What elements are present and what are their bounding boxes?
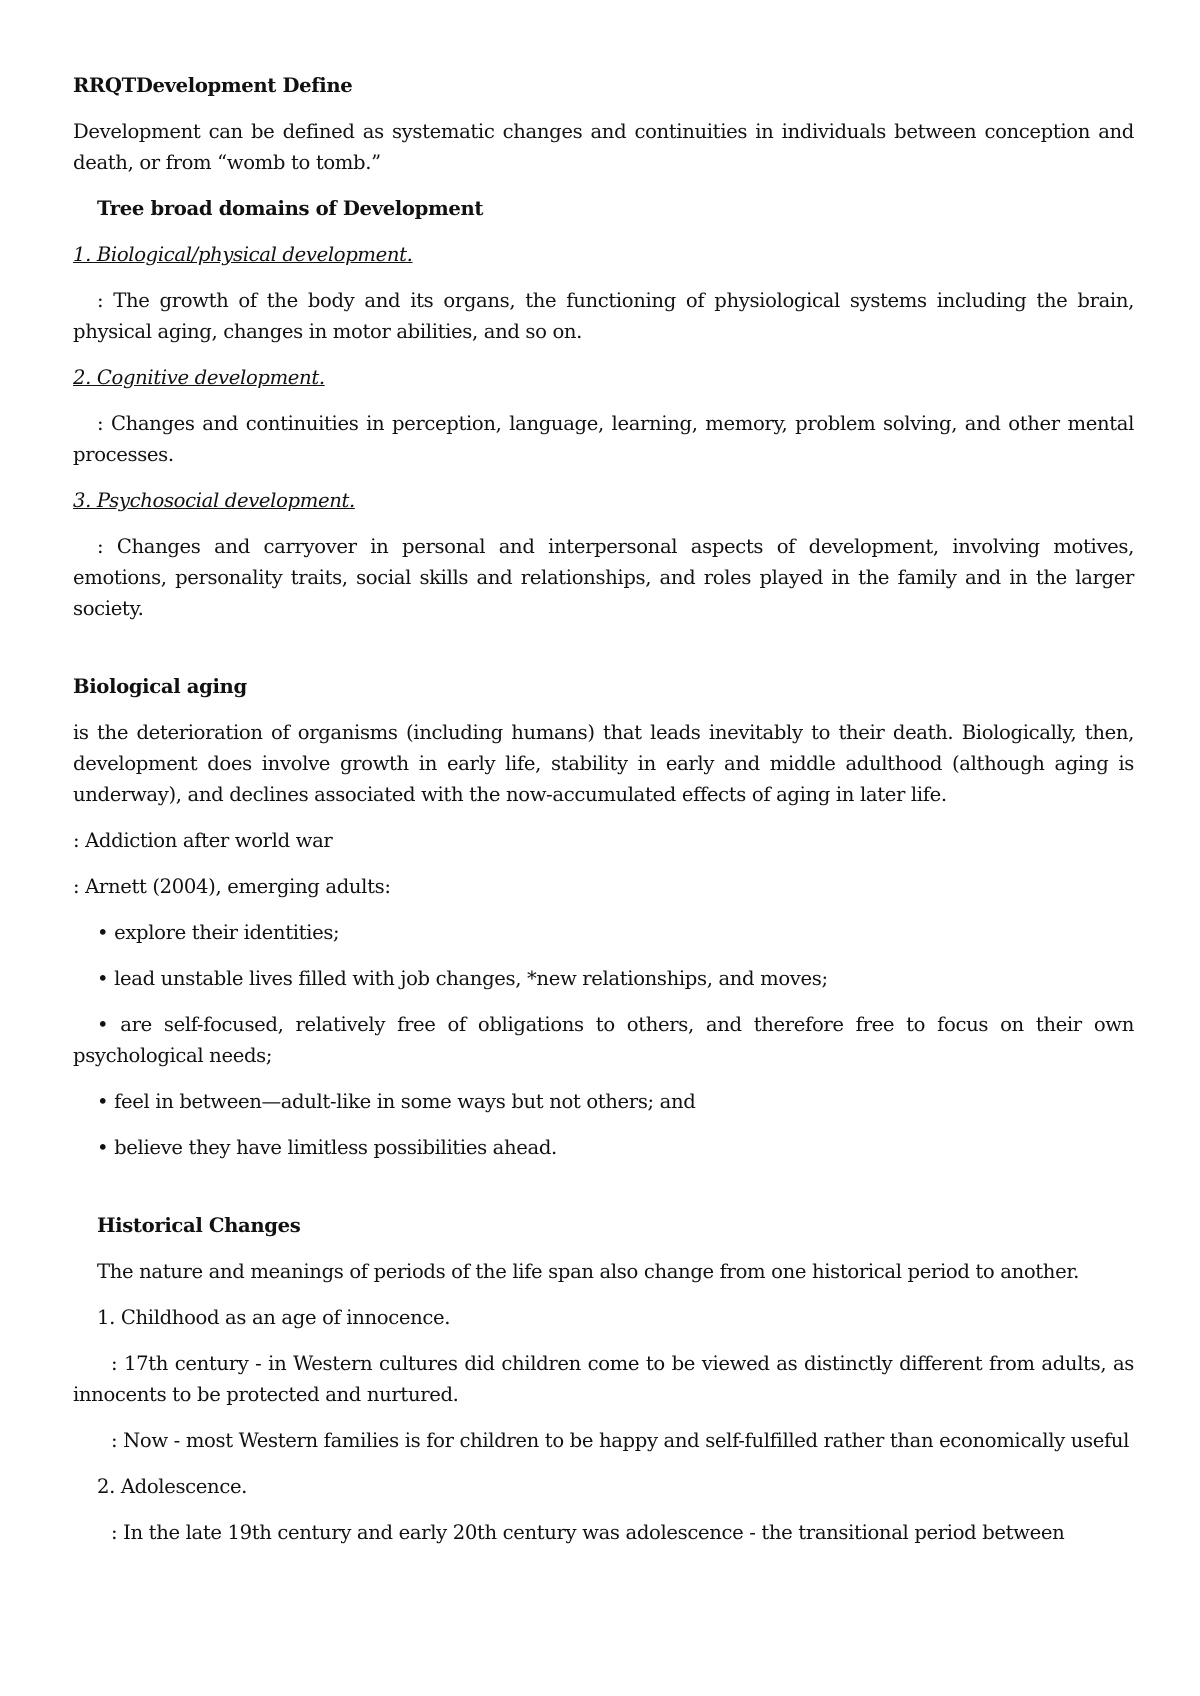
domain-text-cognitive: : Changes and continuities in perception, language, learning, memory, problem solving, and other mental processes. <box>73 412 1134 466</box>
bullet-item: • explore their identities; <box>97 921 340 944</box>
aging-text: is the deterioration of organisms (including humans) that leads inevitably to their death. Biologically, then, development does involve growth in early life, stability in early and middle adulthood (although aging is underway), and declines associated with the now-accumulated effects of aging in later life. <box>73 721 1134 806</box>
spacer <box>73 639 1134 671</box>
historical-item-adolescence-text: : In the late 19th century and early 20th century was adolescence - the transitional period between <box>111 1521 1065 1544</box>
historical-item-adolescence: 2. Adolescence. <box>97 1475 248 1498</box>
aging-note-addiction: : Addiction after world war <box>73 829 333 852</box>
historical-intro: The nature and meanings of periods of the life span also change from one historical period to another. <box>97 1260 1080 1283</box>
domain-text-psychosocial: : Changes and carryover in personal and interpersonal aspects of development, involving motives, emotions, personality traits, social skills and relationships, and roles played in the family and in the larger society. <box>73 535 1134 620</box>
domain-text-biological: : The growth of the body and its organs, the functioning of physiological systems including the brain, physical aging, changes in motor abilities, and so on. <box>73 289 1134 343</box>
section-title-development: RRQTDevelopment Define <box>73 74 353 97</box>
bullet-item: • are self-focused, relatively free of obligations to others, and therefore free to focus on their own psychological needs; <box>73 1013 1134 1067</box>
spacer <box>73 1178 1134 1210</box>
section-title-historical: Historical Changes <box>97 1214 301 1237</box>
bullet-item: • believe they have limitless possibilities ahead. <box>97 1136 557 1159</box>
bullet-item: • feel in between—adult-like in some ways but not others; and <box>97 1090 696 1113</box>
historical-item-childhood-17th: : 17th century - in Western cultures did children come to be viewed as distinctly different from adults, as innocents to be protected and nurtured. <box>73 1352 1134 1406</box>
bullet-item: • lead unstable lives filled with job changes, *new relationships, and moves; <box>97 967 828 990</box>
section-title-aging: Biological aging <box>73 675 247 698</box>
development-definition: Development can be defined as systematic changes and continuities in individuals between conception and death, or from “womb to tomb.” <box>73 120 1134 174</box>
domains-heading: Tree broad domains of Development <box>97 197 484 220</box>
aging-note-arnett: : Arnett (2004), emerging adults: <box>73 875 391 898</box>
domain-title-biological: 1. Biological/physical development. <box>73 243 413 266</box>
domain-title-cognitive: 2. Cognitive development. <box>73 366 325 389</box>
historical-item-childhood: 1. Childhood as an age of innocence. <box>97 1306 451 1329</box>
domain-title-psychosocial: 3. Psychosocial development. <box>73 489 355 512</box>
historical-item-childhood-now: : Now - most Western families is for children to be happy and self-fulfilled rather than economically useful <box>111 1429 1130 1452</box>
